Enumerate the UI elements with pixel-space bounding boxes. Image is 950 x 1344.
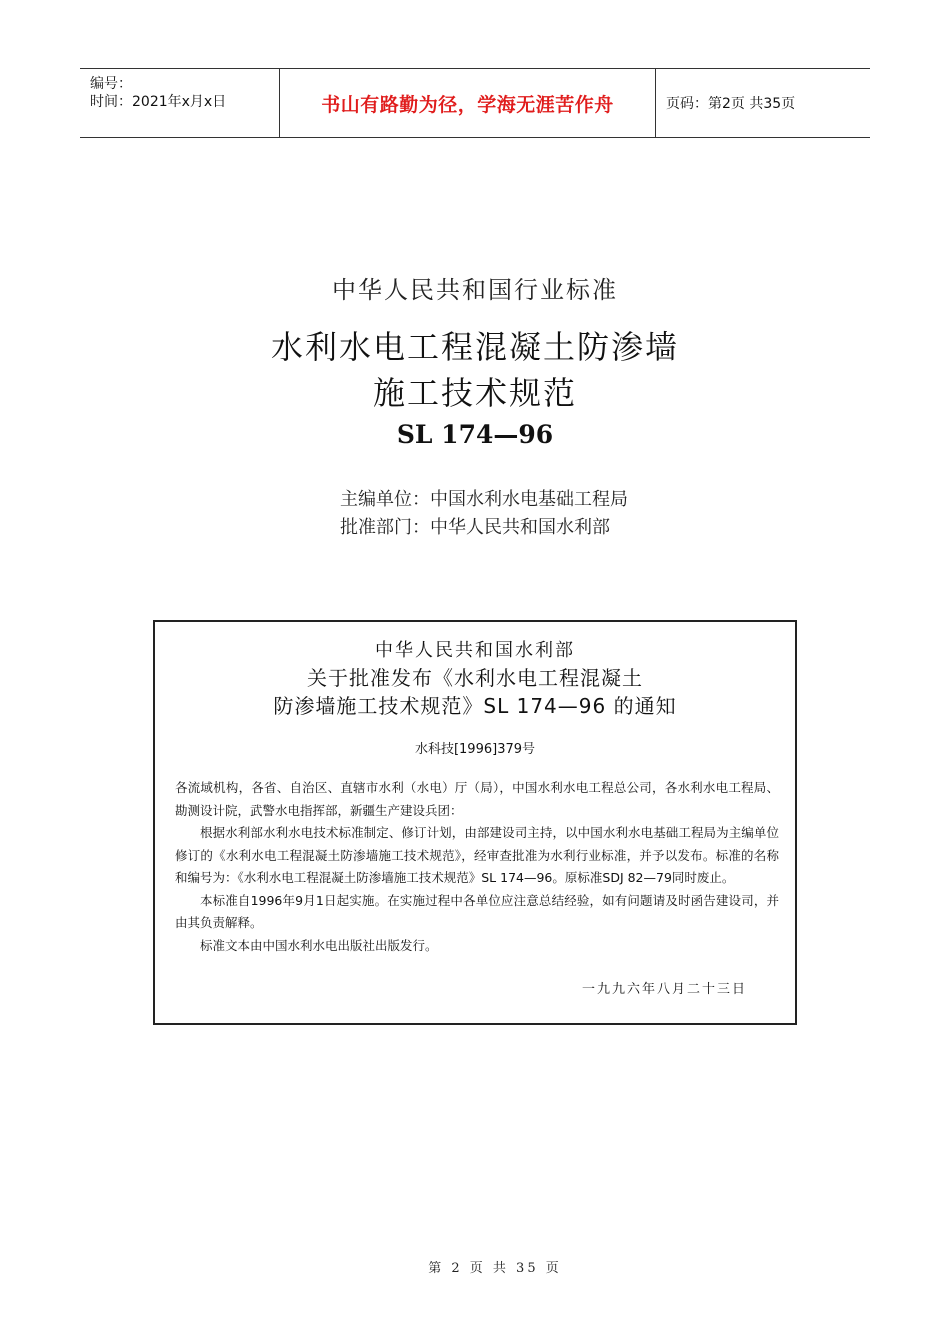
header-left-cell [80,69,280,137]
notice-box [153,620,797,1025]
number-label: 编号： [90,76,132,92]
notice-title-line1: 关于批准发布《水利水电工程混凝土 [307,666,643,690]
standard-category: 中华人民共和国行业标准 [332,276,618,304]
notice-paragraph: 标准文本由中国水利水电出版社出版发行。 [200,937,438,953]
approval-department: 批准部门：中华人民共和国水利部 [340,517,610,538]
notice-paragraph: 根据水利部水利水电技术标准制定、修订计划，由部建设司主持，以中国水利水电基础工程局为主编单位修订的《水利水电工程混凝土防渗墙施工技术规范》，经审查批准为水利行业标准，并予以发布。标准的名称和编号为：《水利水电工程混凝土防渗墙施工技术规范》SL 174—96。原标准SDJ 82—79同时废止。 [175,825,779,885]
notice-title-line2: 防渗墙施工技术规范》SL 174—96 的通知 [273,694,677,718]
standard-code: SL 174—96 [396,420,554,449]
header-table [80,68,870,138]
notice-body [175,777,779,957]
notice-paragraph: 本标准自1996年9月1日起实施。在实施过程中各单位应注意总结经验，如有问题请及时函告建设司，并由其负责解释。 [175,892,779,930]
editor-unit: 主编单位：中国水利水电基础工程局 [340,489,628,510]
notice-doc-number: 水科技[1996]379号 [414,742,536,757]
notice-org: 中华人民共和国水利部 [375,640,575,661]
notice-date: 一九九六年八月二十三日 [581,982,747,997]
time-label: 时间：2021年x月x日 [90,94,227,110]
document-title-line1: 水利水电工程混凝土防渗墙 [270,328,679,366]
page-info: 页码：第2页 共35页 [666,96,796,112]
page-footer: 第 2 页 共 35 页 [428,1261,562,1276]
motto: 书山有路勤为径，学海无涯苦作舟 [280,69,656,137]
document-title-line2: 施工技术规范 [372,374,577,412]
notice-paragraph: 各流域机构，各省、自治区、直辖市水利（水电）厅（局），中国水利水电工程总公司，各水利水电工程局、勘测设计院，武警水电指挥部，新疆生产建设兵团： [175,780,779,818]
